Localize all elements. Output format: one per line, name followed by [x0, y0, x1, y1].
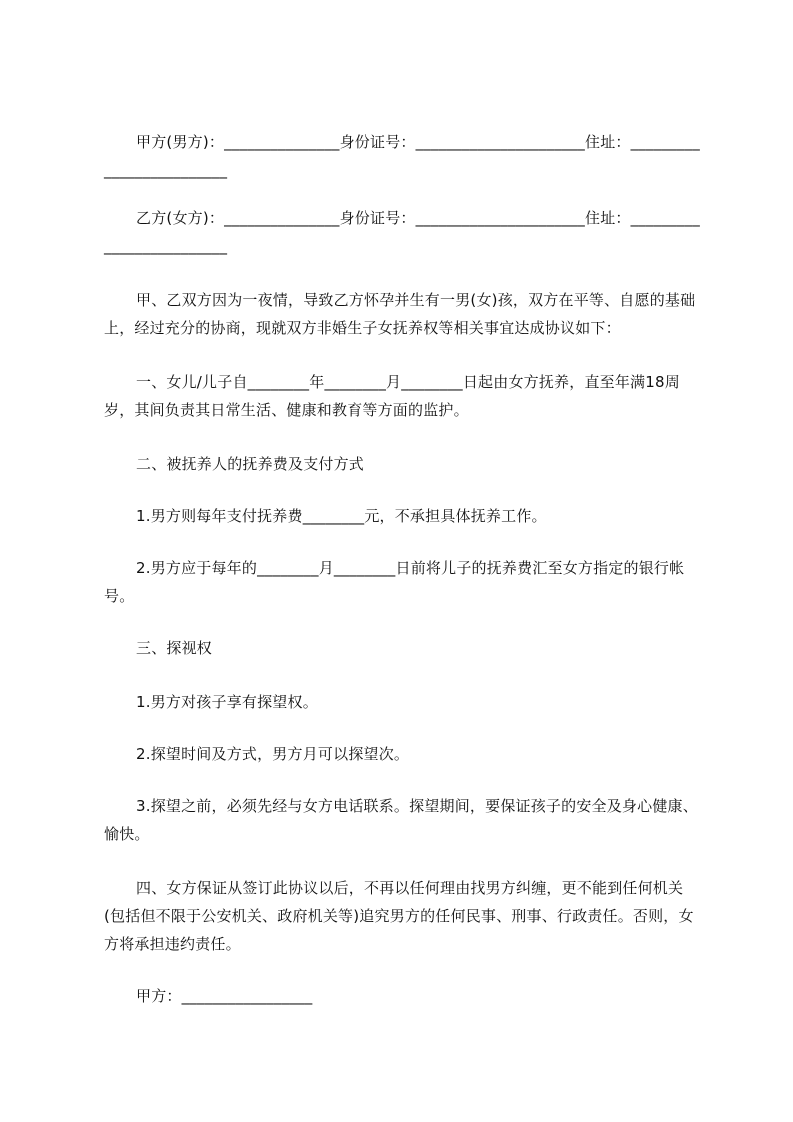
clause-1-custody: 一、女儿/儿子自________年________月________日起由女方抚养，直至年满18周岁，其间负责其日常生活、健康和教育等方面的监护。: [104, 373, 680, 419]
clause-3-item-2: 2.探望时间及方式，男方月可以探望次。: [136, 745, 410, 763]
clause-2-heading: 二、被抚养人的抚养费及支付方式: [136, 455, 365, 473]
clause-3-heading: 三、探视权: [136, 639, 213, 657]
party-b-info-line: 乙方(女方)：_______________身份证号：______________________住址：_________________________: [104, 209, 700, 255]
clause-3-item-1: 1.男方对孩子享有探望权。: [136, 693, 318, 711]
clause-2-item-2: 2.男方应于每年的________月________日前将儿子的抚养费汇至女方指定的银行帐号。: [104, 559, 685, 605]
clause-3-item-3: 3.探望之前，必须先经与女方电话联系。探望期间，要保证孩子的安全及身心健康、愉快。: [104, 797, 698, 843]
clause-2-item-1: 1.男方则每年支付抚养费________元，不承担具体抚养工作。: [136, 507, 547, 525]
party-a-signature-line: 甲方：_________________: [136, 987, 313, 1005]
agreement-preamble: 甲、乙双方因为一夜情，导致乙方怀孕并生有一男(女)孩，双方在平等、自愿的基础上，经过充分的协商，现就双方非婚生子女抚养权等相关事宜达成协议如下：: [104, 291, 696, 337]
clause-4-obligation: 四、女方保证从签订此协议以后，不再以任何理由找男方纠缠，更不能到任何机关(包括但不限于公安机关、政府机关等)追究男方的任何民事、刑事、行政责任。否则，女方将承担违约责任。: [104, 879, 694, 953]
party-a-info-line: 甲方(男方)：_______________身份证号：______________________住址：_________________________: [104, 133, 700, 179]
